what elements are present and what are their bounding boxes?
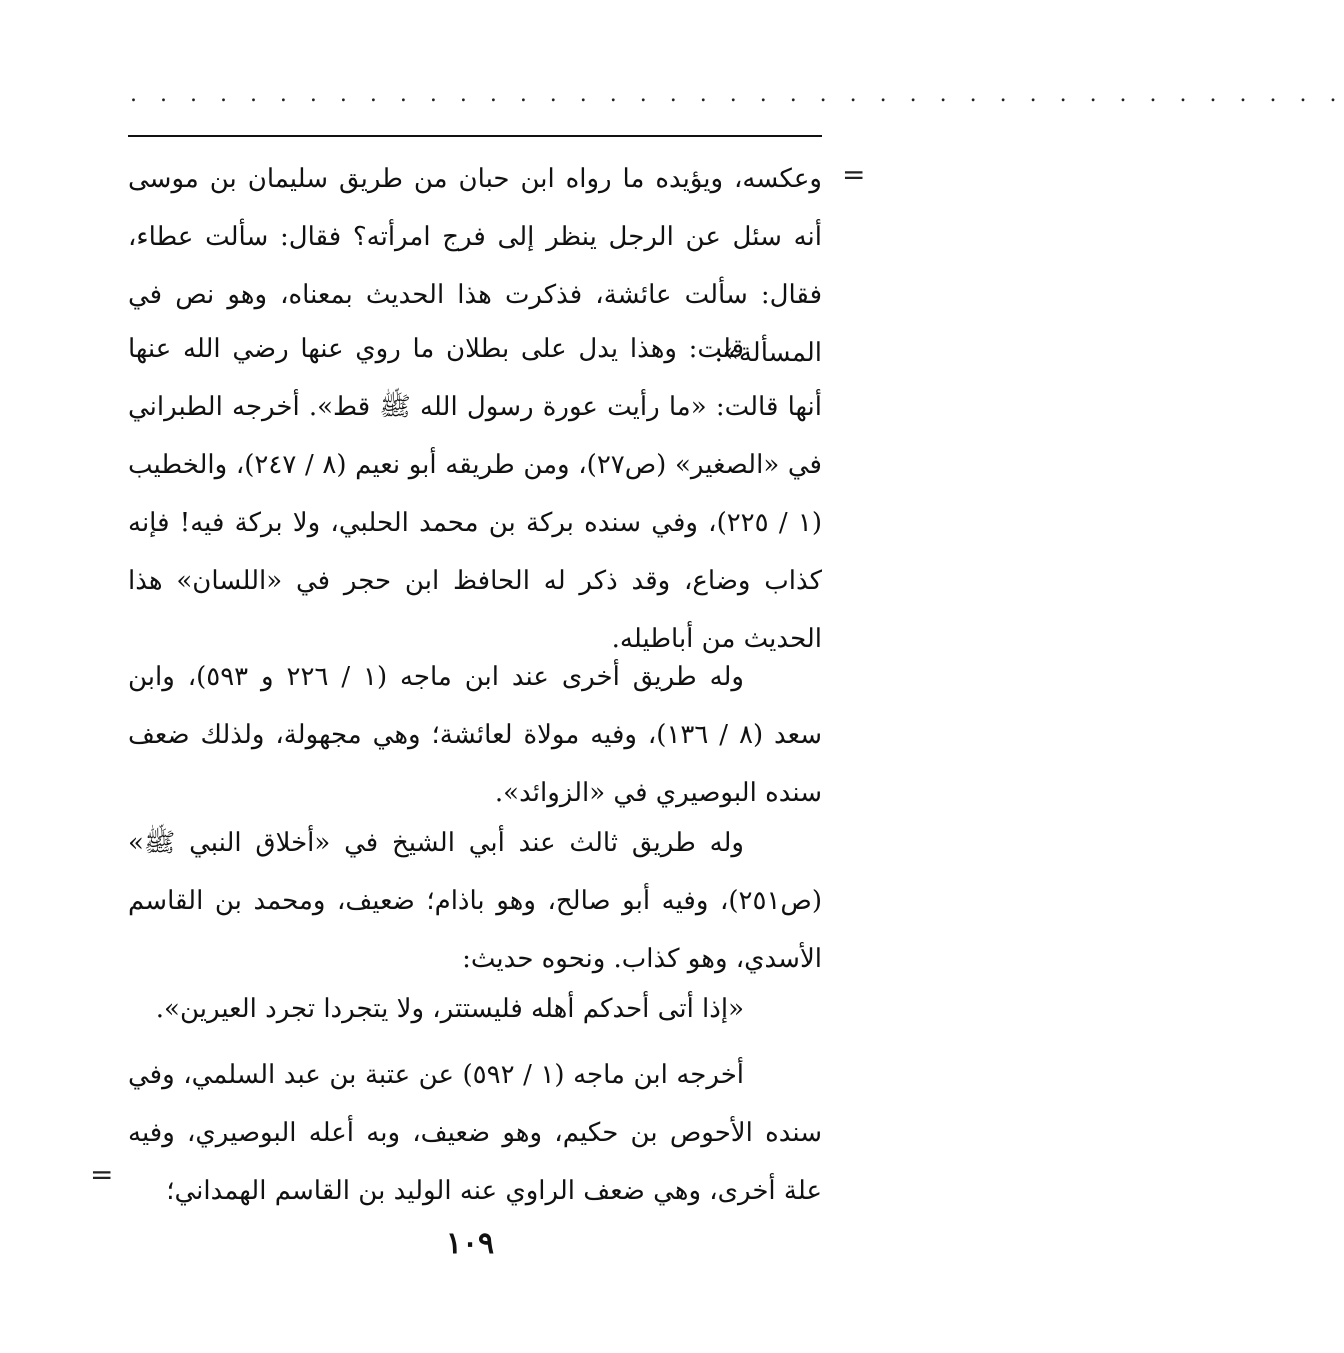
- paragraph-3-text: وله طريق أخرى عند ابن ماجه (١ / ٢٢٦ و ٥٩٣)، وابن سعد (٨ / ١٣٦)، وفيه مولاة لعائشة؛ وهي مجهولة، ولذلك ضعف سنده البوصيري في «الزوائد».: [128, 662, 823, 808]
- paragraph-3: [128, 648, 822, 822]
- hadith-quote: [128, 980, 822, 1038]
- paragraph-1-text: وعكسه، ويؤيده ما رواه ابن حبان من طريق سليمان بن موسى أنه سئل عن الرجل ينظر إلى فرج امرأته؟ فقال: سألت عطاء، فقال: سألت عائشة، فذكرت هذا الحديث بمعناه، وهو نص في المسألة».: [128, 164, 822, 368]
- paragraph-6-text: أخرجه ابن ماجه (١ / ٥٩٢) عن عتبة بن عبد السلمي، وفي سنده الأحوص بن حكيم، وهو ضعيف، وبه أعله البوصيري، وفيه علة أخرى، وهي ضعف الراوي عنه الوليد بن القاسم الهمداني؛: [128, 1060, 822, 1206]
- paragraph-6: [128, 1046, 822, 1220]
- continuation-marker-bottom: =: [90, 1158, 114, 1191]
- paragraph-4-text: وله طريق ثالث عند أبي الشيخ في «أخلاق النبي ﷺ» (ص٢٥١)، وفيه أبو صالح، وهو باذام؛ ضعيف، ومحمد بن القاسم الأسدي، وهو كذاب. ونحوه حديث:: [128, 828, 822, 974]
- continuation-marker-top: =: [842, 158, 866, 191]
- header-dotted-line: . . . . . . . . . . . . . . . . . . . . . . . . . . . . . . . . . . . . . . . . .: [130, 82, 1344, 107]
- footnote-divider: [128, 135, 822, 137]
- hadith-quote-text: «إذا أتى أحدكم أهله فليستتر، ولا يتجردا تجرد العيرين».: [155, 994, 744, 1024]
- paragraph-4: [128, 814, 822, 988]
- page-number: ١٠٩: [445, 1226, 495, 1261]
- paragraph-2-text: قلت: وهذا يدل على بطلان ما روي عنها رضي الله عنها أنها قالت: «ما رأيت عورة رسول الله ﷺ قط». أخرجه الطبراني في «الصغير» (ص٢٧)، ومن طريقه أبو نعيم (٨ / ٢٤٧)، والخطيب (١ / ٢٢٥)، وفي سنده بركة بن محمد الحلبي، ولا بركة فيه! فإنه كذاب وضاع، وقد ذكر له الحافظ ابن حجر في «اللسان» هذا الحديث من أباطيله.: [128, 334, 822, 654]
- paragraph-2: [128, 320, 822, 668]
